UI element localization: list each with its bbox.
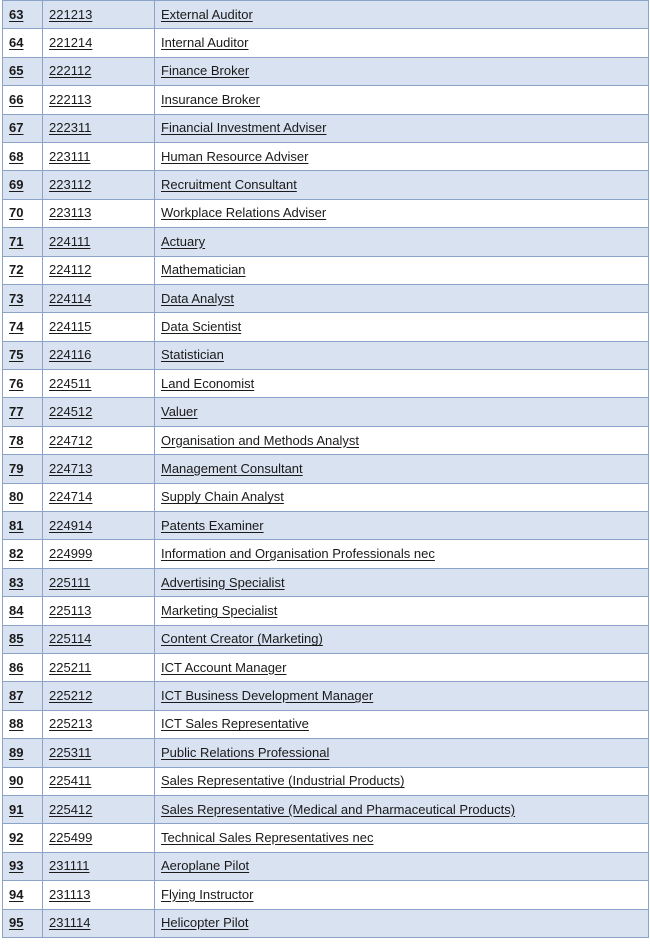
occupation-name-link[interactable]: Data Analyst (161, 290, 234, 306)
occupation-code-link[interactable]: 224999 (49, 546, 93, 562)
occupation-code-link[interactable]: 223112 (49, 177, 92, 193)
row-number[interactable]: 90 (9, 773, 24, 789)
cell-name (155, 824, 649, 852)
table-row (3, 682, 649, 710)
occupation-code-link[interactable]: 225311 (49, 744, 92, 760)
cell-code (43, 653, 155, 681)
cell-name (155, 370, 649, 398)
cell-name (155, 256, 649, 284)
row-number[interactable]: 64 (9, 35, 24, 51)
row-number[interactable]: 70 (9, 205, 24, 221)
cell-name (155, 512, 649, 540)
table-row (3, 597, 649, 625)
cell-code (43, 909, 155, 937)
row-number[interactable]: 75 (9, 347, 24, 363)
cell-num (3, 313, 43, 341)
occupation-name-link[interactable]: Organisation and Methods Analyst (161, 432, 360, 448)
cell-code (43, 426, 155, 454)
cell-code (43, 1, 155, 29)
cell-name (155, 313, 649, 341)
cell-name (155, 142, 649, 170)
cell-num (3, 710, 43, 738)
table-row (3, 398, 649, 426)
table-row (3, 142, 649, 170)
occupation-name-link[interactable]: External Auditor (161, 6, 253, 22)
table-row (3, 881, 649, 909)
occupation-name-link[interactable]: Statistician (161, 347, 224, 363)
table-row (3, 767, 649, 795)
cell-code (43, 29, 155, 57)
occupation-name-link[interactable]: Workplace Relations Adviser (161, 205, 327, 221)
occupation-code-link[interactable]: 231111 (49, 858, 90, 874)
cell-name (155, 597, 649, 625)
cell-code (43, 682, 155, 710)
occupation-code-link[interactable]: 224115 (49, 318, 92, 334)
cell-code (43, 597, 155, 625)
cell-code (43, 313, 155, 341)
occupation-code-link[interactable]: 222112 (49, 63, 92, 79)
cell-code (43, 142, 155, 170)
occupation-name-link[interactable]: ICT Business Development Manager (161, 688, 374, 704)
cell-name (155, 171, 649, 199)
cell-num (3, 540, 43, 568)
table-row (3, 426, 649, 454)
row-number[interactable]: 80 (9, 489, 24, 505)
table-row (3, 284, 649, 312)
cell-name (155, 795, 649, 823)
cell-name (155, 767, 649, 795)
cell-code (43, 455, 155, 483)
occupation-name-link[interactable]: Land Economist (161, 375, 255, 391)
occupation-name-link[interactable]: Flying Instructor (161, 886, 254, 902)
table-row (3, 341, 649, 369)
cell-code (43, 284, 155, 312)
cell-num (3, 29, 43, 57)
occupation-code-link[interactable]: 224511 (49, 375, 92, 391)
occupation-code-link[interactable]: 224116 (49, 347, 92, 363)
occupation-name-link[interactable]: Management Consultant (161, 460, 303, 476)
cell-num (3, 284, 43, 312)
row-number[interactable]: 83 (9, 574, 24, 590)
row-number[interactable]: 76 (9, 375, 24, 391)
cell-code (43, 256, 155, 284)
cell-code (43, 568, 155, 596)
cell-num (3, 199, 43, 227)
cell-name (155, 228, 649, 256)
cell-num (3, 767, 43, 795)
row-number[interactable]: 86 (9, 659, 24, 675)
table-row (3, 29, 649, 57)
occupation-name-link[interactable]: Human Resource Adviser (161, 148, 309, 164)
cell-code (43, 512, 155, 540)
cell-num (3, 114, 43, 142)
table-row (3, 114, 649, 142)
cell-num (3, 824, 43, 852)
cell-num (3, 455, 43, 483)
row-number[interactable]: 78 (9, 432, 24, 448)
occupation-code-link[interactable]: 224714 (49, 489, 93, 505)
table-row (3, 824, 649, 852)
row-number[interactable]: 72 (9, 262, 24, 278)
cell-num (3, 256, 43, 284)
table-row (3, 171, 649, 199)
cell-num (3, 171, 43, 199)
occupation-code-link[interactable]: 224914 (49, 517, 93, 533)
table-row (3, 370, 649, 398)
occupation-code-link[interactable]: 224114 (49, 290, 92, 306)
occupation-code-link[interactable]: 224713 (49, 460, 93, 476)
table-row (3, 86, 649, 114)
cell-name (155, 1, 649, 29)
cell-num (3, 1, 43, 29)
cell-name (155, 739, 649, 767)
row-number[interactable]: 74 (9, 318, 24, 334)
table-row (3, 228, 649, 256)
occupation-code-link[interactable]: 223113 (49, 205, 92, 221)
occupation-name-link[interactable]: Actuary (161, 233, 206, 249)
table-row (3, 625, 649, 653)
table-row (3, 256, 649, 284)
cell-code (43, 114, 155, 142)
cell-code (43, 795, 155, 823)
cell-name (155, 540, 649, 568)
cell-code (43, 852, 155, 880)
cell-code (43, 739, 155, 767)
row-number[interactable]: 63 (9, 6, 24, 22)
occupation-code-link[interactable]: 225113 (49, 602, 92, 618)
row-number[interactable]: 85 (9, 631, 24, 647)
occupation-table (2, 0, 649, 938)
cell-num (3, 739, 43, 767)
row-number[interactable]: 65 (9, 63, 24, 79)
cell-code (43, 767, 155, 795)
row-number[interactable]: 89 (9, 744, 24, 760)
cell-name (155, 199, 649, 227)
row-number[interactable]: 69 (9, 177, 24, 193)
cell-num (3, 341, 43, 369)
table-row (3, 483, 649, 511)
cell-code (43, 86, 155, 114)
occupation-code-link[interactable]: 231113 (49, 886, 91, 902)
occupation-name-link[interactable]: Insurance Broker (161, 91, 260, 107)
table-row (3, 710, 649, 738)
occupation-name-link[interactable]: Sales Representative (Medical and Pharmaceutical Products) (161, 801, 516, 817)
occupation-code-link[interactable]: 225111 (49, 574, 91, 590)
cell-code (43, 199, 155, 227)
cell-name (155, 114, 649, 142)
occupation-code-link[interactable]: 224112 (49, 262, 92, 278)
cell-num (3, 795, 43, 823)
occupation-name-link[interactable]: Mathematician (161, 262, 246, 278)
table-row (3, 512, 649, 540)
row-number[interactable]: 92 (9, 830, 24, 846)
cell-name (155, 852, 649, 880)
cell-name (155, 568, 649, 596)
occupation-name-link[interactable]: Supply Chain Analyst (161, 489, 284, 505)
cell-num (3, 86, 43, 114)
occupation-name-link[interactable]: Data Scientist (161, 318, 242, 334)
row-number[interactable]: 66 (9, 91, 24, 107)
cell-name (155, 653, 649, 681)
occupation-code-link[interactable]: 225499 (49, 830, 93, 846)
table-row (3, 739, 649, 767)
cell-name (155, 57, 649, 85)
cell-name (155, 426, 649, 454)
cell-name (155, 29, 649, 57)
occupation-code-link[interactable]: 221213 (49, 6, 93, 22)
row-number[interactable]: 79 (9, 460, 24, 476)
cell-num (3, 597, 43, 625)
occupation-name-link[interactable]: Aeroplane Pilot (161, 858, 250, 874)
occupation-code-link[interactable]: 225213 (49, 716, 93, 732)
cell-num (3, 228, 43, 256)
row-number[interactable]: 93 (9, 858, 24, 874)
occupation-code-link[interactable]: 225114 (49, 631, 92, 647)
row-number[interactable]: 87 (9, 688, 24, 704)
table-row (3, 199, 649, 227)
cell-num (3, 142, 43, 170)
occupation-code-link[interactable]: 225211 (49, 659, 92, 675)
cell-num (3, 852, 43, 880)
table-row (3, 653, 649, 681)
occupation-name-link[interactable]: Public Relations Professional (161, 744, 330, 760)
cell-name (155, 625, 649, 653)
occupation-name-link[interactable]: Recruitment Consultant (161, 177, 297, 193)
table-row (3, 57, 649, 85)
row-number[interactable]: 88 (9, 716, 24, 732)
cell-name (155, 86, 649, 114)
cell-num (3, 625, 43, 653)
cell-name (155, 398, 649, 426)
cell-code (43, 398, 155, 426)
row-number[interactable]: 67 (9, 120, 24, 136)
table-row (3, 1, 649, 29)
row-number[interactable]: 73 (9, 290, 24, 306)
cell-num (3, 568, 43, 596)
occupation-code-link[interactable]: 231114 (49, 915, 91, 931)
cell-num (3, 426, 43, 454)
occupation-name-link[interactable]: Financial Investment Adviser (161, 120, 327, 136)
row-number[interactable]: 95 (9, 915, 24, 931)
table-row (3, 909, 649, 937)
occupation-table-body (3, 1, 649, 938)
cell-code (43, 341, 155, 369)
occupation-code-link[interactable]: 222113 (49, 91, 92, 107)
occupation-name-link[interactable]: Information and Organisation Professionals nec (161, 546, 435, 562)
occupation-name-link[interactable]: Valuer (161, 404, 198, 420)
cell-name (155, 682, 649, 710)
table-row (3, 313, 649, 341)
cell-code (43, 370, 155, 398)
row-number[interactable]: 94 (9, 886, 24, 902)
occupation-code-link[interactable]: 225412 (49, 801, 93, 817)
cell-num (3, 512, 43, 540)
cell-code (43, 824, 155, 852)
cell-code (43, 57, 155, 85)
cell-name (155, 881, 649, 909)
cell-name (155, 483, 649, 511)
occupation-name-link[interactable]: ICT Account Manager (161, 659, 287, 675)
cell-num (3, 57, 43, 85)
cell-code (43, 228, 155, 256)
occupation-name-link[interactable]: Marketing Specialist (161, 602, 278, 618)
occupation-name-link[interactable]: Technical Sales Representatives nec (161, 830, 374, 846)
cell-code (43, 881, 155, 909)
occupation-code-link[interactable]: 222311 (49, 120, 92, 136)
cell-code (43, 171, 155, 199)
row-number[interactable]: 71 (9, 233, 24, 249)
table-row (3, 852, 649, 880)
cell-code (43, 625, 155, 653)
occupation-code-link[interactable]: 224111 (49, 233, 91, 249)
occupation-code-link[interactable]: 224512 (49, 404, 93, 420)
cell-num (3, 909, 43, 937)
table-row (3, 540, 649, 568)
row-number[interactable]: 82 (9, 546, 24, 562)
table-row (3, 455, 649, 483)
cell-num (3, 370, 43, 398)
row-number[interactable]: 91 (9, 801, 24, 817)
row-number[interactable]: 84 (9, 602, 24, 618)
cell-name (155, 455, 649, 483)
occupation-name-link[interactable]: Helicopter Pilot (161, 915, 249, 931)
occupation-name-link[interactable]: ICT Sales Representative (161, 716, 309, 732)
occupation-code-link[interactable]: 225212 (49, 688, 93, 704)
row-number[interactable]: 68 (9, 148, 24, 164)
row-number[interactable]: 77 (9, 404, 24, 420)
occupation-name-link[interactable]: Internal Auditor (161, 35, 249, 51)
occupation-name-link[interactable]: Patents Examiner (161, 517, 264, 533)
table-row (3, 568, 649, 596)
cell-name (155, 341, 649, 369)
cell-name (155, 909, 649, 937)
cell-num (3, 653, 43, 681)
cell-code (43, 710, 155, 738)
occupation-name-link[interactable]: Finance Broker (161, 63, 250, 79)
row-number[interactable]: 81 (9, 517, 24, 533)
occupation-name-link[interactable]: Content Creator (Marketing) (161, 631, 323, 647)
cell-code (43, 540, 155, 568)
cell-num (3, 682, 43, 710)
cell-name (155, 284, 649, 312)
occupation-code-link[interactable]: 223111 (49, 148, 91, 164)
cell-num (3, 881, 43, 909)
cell-code (43, 483, 155, 511)
cell-name (155, 710, 649, 738)
cell-num (3, 483, 43, 511)
occupation-code-link[interactable]: 221214 (49, 35, 93, 51)
occupation-code-link[interactable]: 224712 (49, 432, 93, 448)
occupation-code-link[interactable]: 225411 (49, 773, 92, 789)
occupation-name-link[interactable]: Sales Representative (Industrial Products) (161, 773, 405, 789)
occupation-name-link[interactable]: Advertising Specialist (161, 574, 285, 590)
table-row (3, 795, 649, 823)
cell-num (3, 398, 43, 426)
